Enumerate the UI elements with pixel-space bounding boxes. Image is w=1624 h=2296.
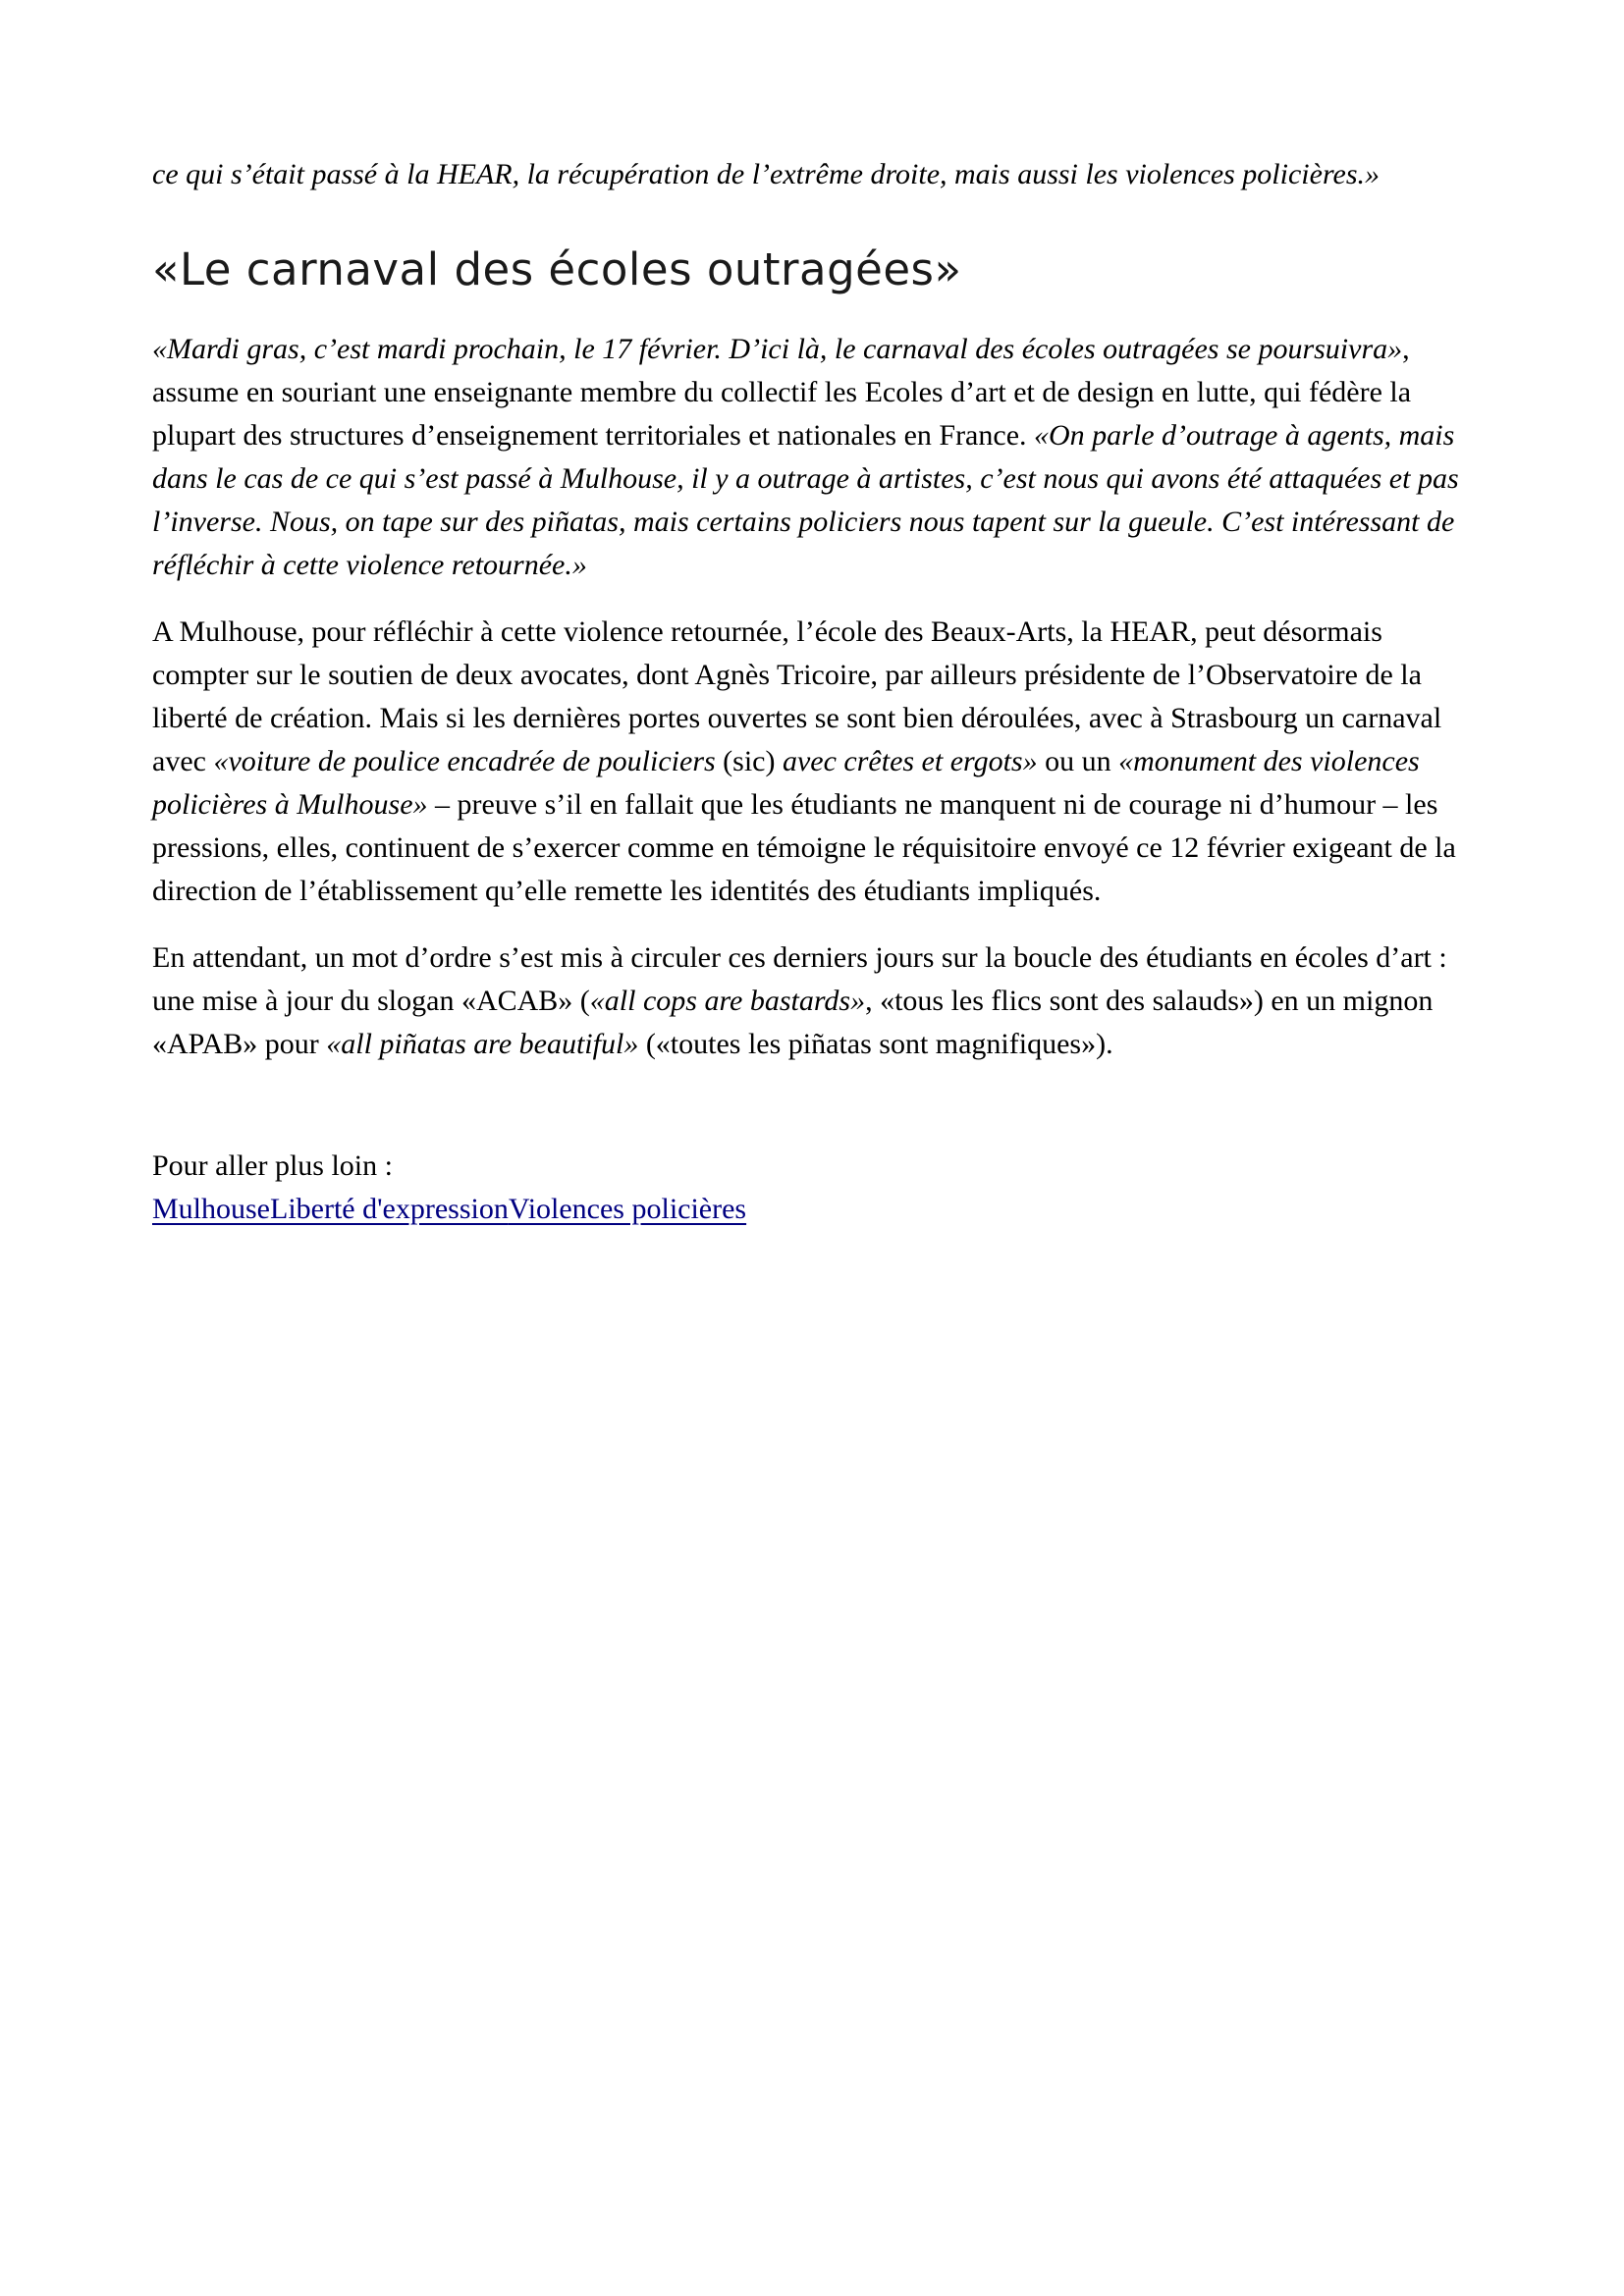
italic-run: «monument des violences policières à Mulhouse» [152, 745, 1420, 821]
article-body [152, 328, 1469, 1066]
italic-run: «all cops are bastards» [589, 985, 866, 1017]
text-run: En attendant, un mot d’ordre s’est mis à circuler ces derniers jours sur la boucle des étudiants en écoles d’art : une mise à jour du slogan «ACAB» ( [152, 941, 1447, 1017]
text-run: , «tous les flics sont des salauds») en un mignon «APAB» pour [152, 985, 1434, 1060]
italic-run: «On parle d’outrage à agents, mais dans le cas de ce qui s’est passé à Mulhouse, il y a outrage à artistes, c’est nous qui avons été attaquées et pas l’inverse. Nous, on tape sur des piñatas, mais certains policiers nous tapent sur la gueule. C’est intéressant de réfléchir à cette violence retournée.» [152, 419, 1459, 581]
tag-link-violences-policieres[interactable]: Violences policières [508, 1193, 747, 1225]
text-run: , assume en souriant une enseignante membre du collectif les Ecoles d’art et de design en lutte, qui fédère la plupart des structures d’enseignement territoriales et nationales en France. [152, 333, 1412, 452]
paragraph-apab-slogan [152, 936, 1469, 1066]
text-run: A Mulhouse, pour réfléchir à cette violence retournée, l’école des Beaux-Arts, la HEAR, peut désormais compter sur le soutien de deux avocates, dont Agnès Tricoire, par ailleurs présidente de l’Observatoire de la liberté de création. Mais si les dernières portes ouvertes se sont bien déroulées, avec à Strasbourg un carnaval avec [152, 615, 1442, 777]
italic-run: «all piñatas are beautiful» [326, 1028, 639, 1060]
tag-link-mulhouse[interactable]: Mulhouse [152, 1193, 270, 1225]
text-run: («toutes les piñatas sont magnifiques»). [638, 1028, 1113, 1060]
paragraph-mulhouse-support [152, 611, 1469, 913]
text-run: (sic) [715, 745, 783, 777]
further-reading-label: Pour aller plus loin : [152, 1149, 393, 1182]
text-run: – preuve s’il en fallait que les étudiants ne manquent ni de courage ni d’humour – les pressions, elles, continuent de s’exercer comme en témoigne le réquisitoire envoyé ce 12 février exigeant de la direction de l’établissement qu’elle remette les identités des étudiants impliqués. [152, 788, 1456, 907]
italic-run: «Mardi gras, c’est mardi prochain, le 17 février. D’ici là, le carnaval des écoles outragées se poursuivra» [152, 333, 1403, 365]
paragraph-quote-intro [152, 328, 1469, 587]
lead-fragment [152, 153, 1469, 196]
article-headline: «Le carnaval des écoles outragées» [152, 243, 962, 295]
further-reading-section [152, 1145, 1469, 1231]
text-run: ou un [1037, 745, 1119, 777]
italic-run: «voiture de poulice encadrée de pouliciers [213, 745, 716, 777]
italic-run: ce qui s’était passé à la HEAR, la récupération de l’extrême droite, mais aussi les violences policières.» [152, 158, 1380, 190]
italic-run: avec crêtes et ergots» [782, 745, 1038, 777]
tag-link-liberte-expression[interactable]: Liberté d'expression [270, 1193, 509, 1225]
tag-links [152, 1188, 1469, 1231]
